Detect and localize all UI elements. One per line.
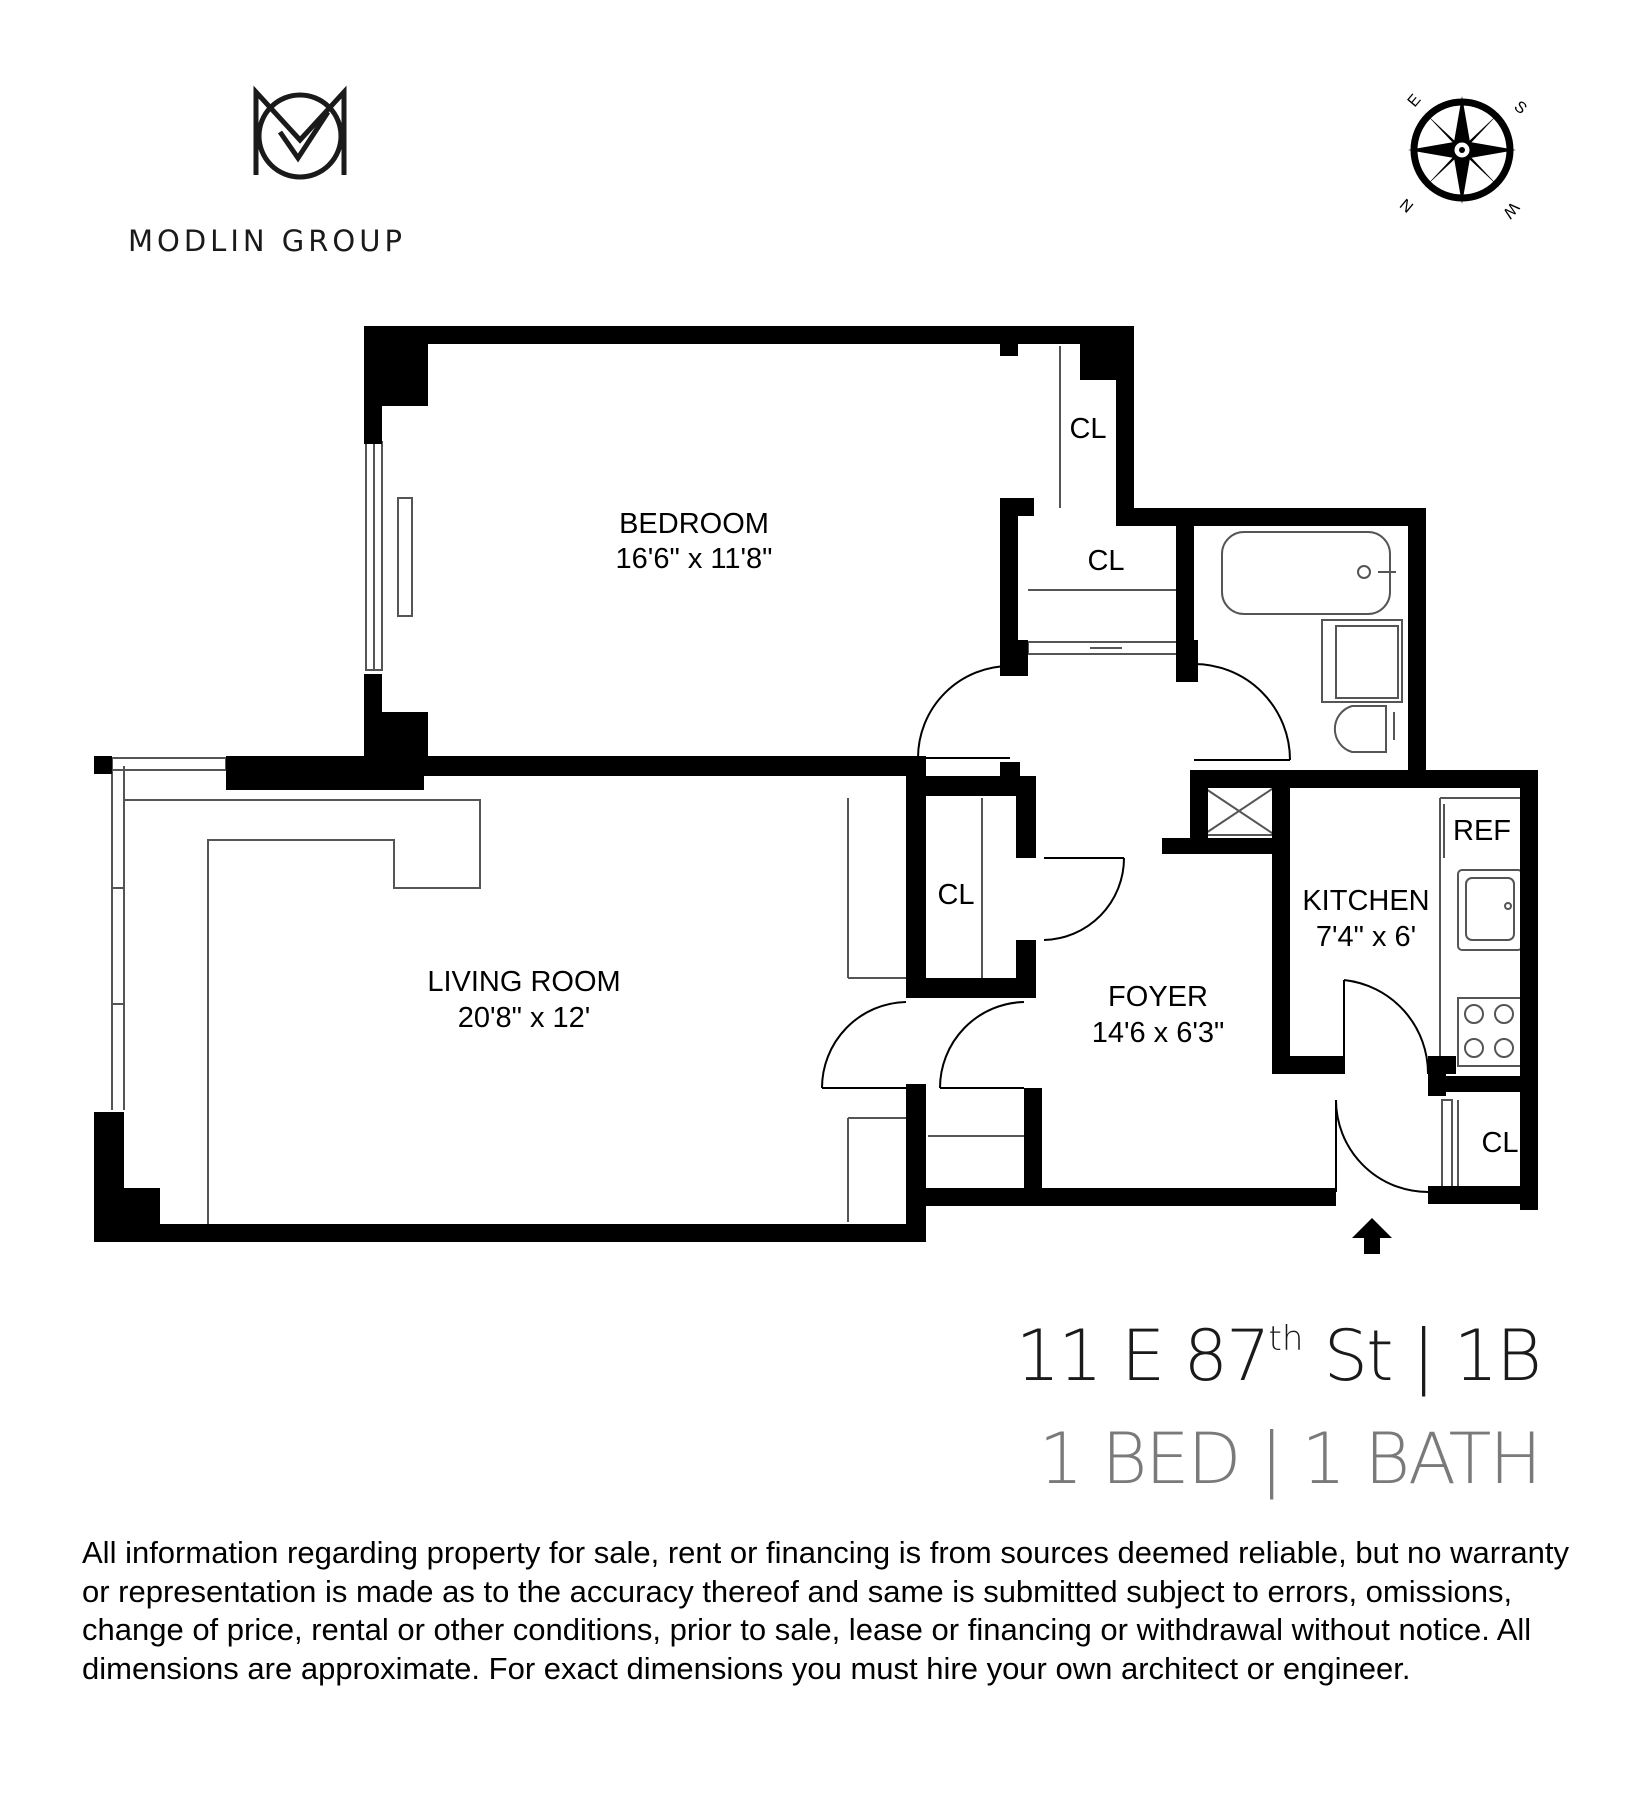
ref-label: REF [1453, 815, 1511, 847]
room-name-kitchen: KITCHEN [1302, 885, 1430, 917]
compass-label-e: E [1404, 91, 1425, 111]
brand-name: MODLIN GROUP [128, 224, 406, 258]
compass-label-w: W [1499, 198, 1522, 222]
room-dims-foyer: 14'6 x 6'3" [1091, 1017, 1225, 1049]
address-main: 11 E 87 [1015, 1315, 1269, 1397]
room-dims-kitchen: 7'4" x 6' [1315, 921, 1417, 953]
compass-label-n: N [1397, 194, 1418, 216]
room-name-bedroom: BEDROOM [619, 508, 769, 540]
room-name-foyer: FOYER [1108, 981, 1208, 1013]
room-name-living: LIVING ROOM [427, 966, 621, 998]
compass-label-s: S [1510, 98, 1530, 118]
room-dims-living: 20'8" x 12' [457, 1002, 591, 1034]
closet-label-entry: CL [1481, 1127, 1519, 1159]
compass-rose-icon [1408, 96, 1516, 204]
unit-summary: 1 BED | 1 BATH [1038, 1418, 1540, 1500]
room-dims-bedroom: 16'6" x 11'8" [615, 543, 773, 575]
modlin-monogram-icon [256, 92, 344, 177]
listing-address [1016, 1315, 1540, 1397]
closet-label-bedroom: CL [1069, 413, 1107, 445]
closet-label-living: CL [937, 879, 975, 911]
address-suffix: th [1268, 1319, 1304, 1359]
entry-arrow-icon [1352, 1218, 1392, 1254]
closet-label-hall: CL [1087, 545, 1125, 577]
address-tail: St | 1B [1303, 1315, 1540, 1397]
disclaimer: All information regarding property for sale, rent or financing is from sources deemed reliable, but no warranty or representation is made as to the accuracy thereof and same is submitted subject to errors, omissions, change of price, rental or other conditions, prior to sale, lease or financing or withdrawal without notice. All dimensions are approximate. For exact dimensions you must hire your own architect or engineer. [82, 1535, 1570, 1686]
walls [94, 326, 1538, 1242]
